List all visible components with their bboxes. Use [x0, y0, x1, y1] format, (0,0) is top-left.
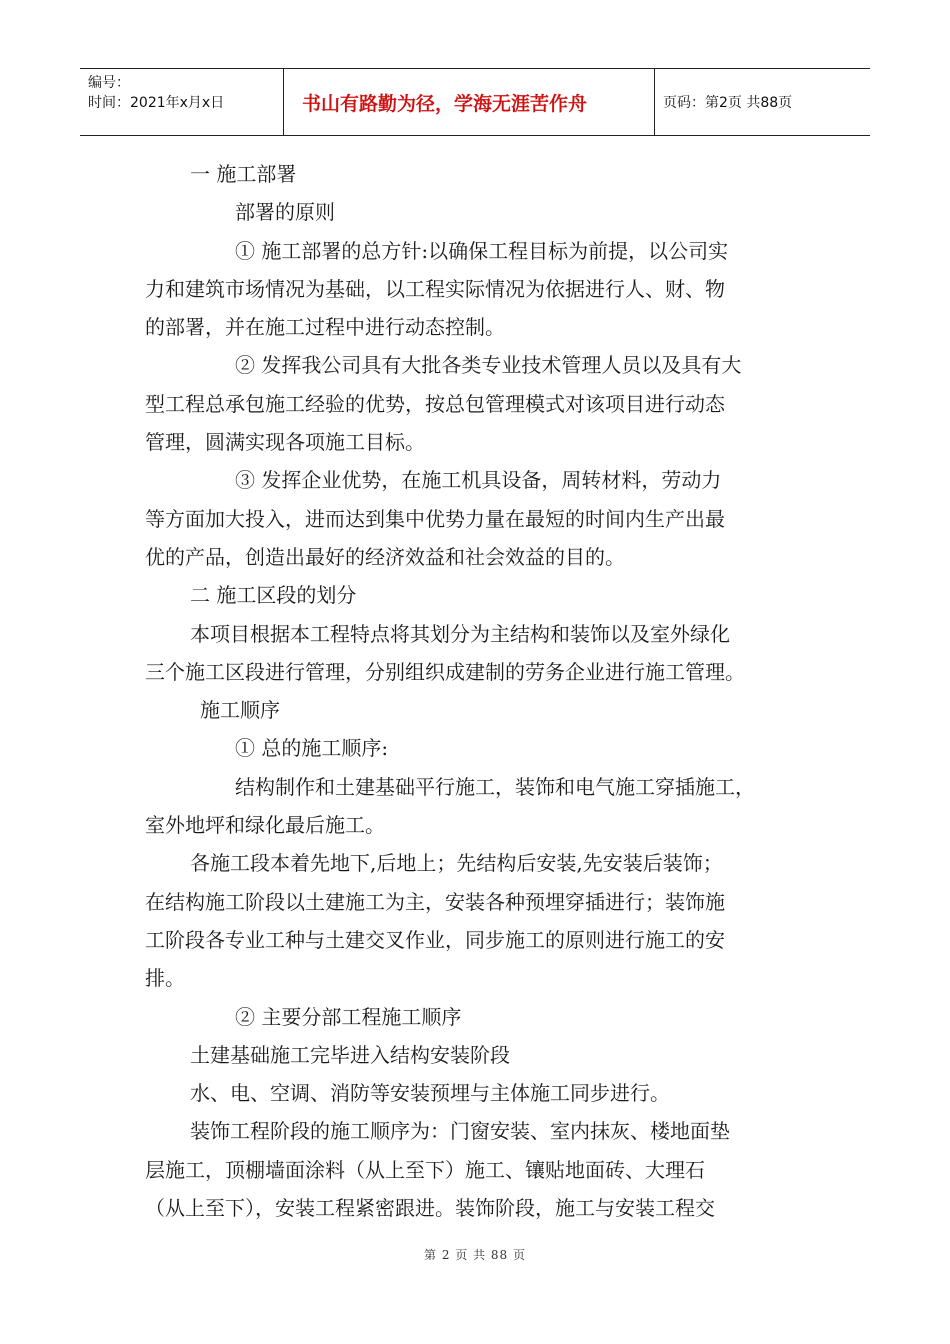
- text-line: 管理，圆满实现各项施工目标。: [145, 430, 425, 455]
- number-label: 编号：: [88, 75, 130, 91]
- document-body: [145, 155, 835, 1227]
- text-line: 室外地坪和绿化最后施工。: [145, 813, 385, 838]
- page-footer: 第 2 页 共 88 页: [424, 1248, 526, 1262]
- text-line: ③ 发挥企业优势，在施工机具设备，周转材料，劳动力: [235, 468, 722, 493]
- text-line: ① 总的施工顺序:: [235, 736, 389, 761]
- text-line: 力和建筑市场情况为基础，以工程实际情况为依据进行人、财、物: [145, 276, 725, 301]
- text-line: 优的产品，创造出最好的经济效益和社会效益的目的。: [145, 544, 625, 569]
- text-line: 层施工，顶棚墙面涂料（从上至下）施工、镶贴地面砖、大理石: [145, 1157, 705, 1182]
- text-line: 水、电、空调、消防等安装预埋与主体施工同步进行。: [190, 1081, 670, 1106]
- text-line: 工阶段各专业工种与土建交叉作业，同步施工的原则进行施工的安: [145, 927, 725, 952]
- text-line: 土建基础施工完毕进入结构安装阶段: [190, 1042, 510, 1067]
- date-label: 时间：2021年x月x日: [88, 95, 225, 111]
- text-line: 在结构施工阶段以土建施工为主，安装各种预埋穿插进行；装饰施: [145, 889, 725, 914]
- text-line: 装饰工程阶段的施工顺序为：门窗安装、室内抹灰、楼地面垫: [190, 1119, 730, 1144]
- text-line: 等方面加大投入，进而达到集中优势力量在最短的时间内生产出最: [145, 506, 725, 531]
- text-line: 的部署，并在施工过程中进行动态控制。: [145, 315, 505, 340]
- text-line: ② 主要分部工程施工顺序: [235, 1004, 462, 1029]
- text-line: 施工顺序: [200, 698, 280, 723]
- page-header: [80, 68, 870, 136]
- page-code: 页码：第2页 共88页: [663, 95, 793, 111]
- motto: 书山有路勤为径，学海无涯苦作舟: [283, 69, 655, 135]
- text-line: 三个施工区段进行管理，分别组织成建制的劳务企业进行施工管理。: [145, 659, 745, 684]
- text-line: （从上至下），安装工程紧密跟进。装饰阶段，施工与安装工程交: [145, 1196, 715, 1221]
- text-line: ① 施工部署的总方针:以确保工程目标为前提，以公司实: [235, 238, 729, 263]
- text-line: 二 施工区段的划分: [190, 583, 357, 608]
- text-line: 本项目根据本工程特点将其划分为主结构和装饰以及室外绿化: [190, 621, 730, 646]
- text-line: 一 施工部署: [190, 162, 297, 186]
- text-line: 各施工段本着先地下,后地上；先结构后安装,先安装后装饰；: [190, 851, 723, 876]
- text-line: 结构制作和土建基础平行施工，装饰和电气施工穿插施工，: [235, 774, 755, 799]
- text-line: 排。: [145, 966, 185, 991]
- header-meta: [80, 69, 283, 135]
- text-line: ② 发挥我公司具有大批各类专业技术管理人员以及具有大: [235, 353, 742, 378]
- text-line: 型工程总承包施工经验的优势，按总包管理模式对该项目进行动态: [145, 391, 725, 416]
- text-line: 部署的原则: [235, 200, 335, 225]
